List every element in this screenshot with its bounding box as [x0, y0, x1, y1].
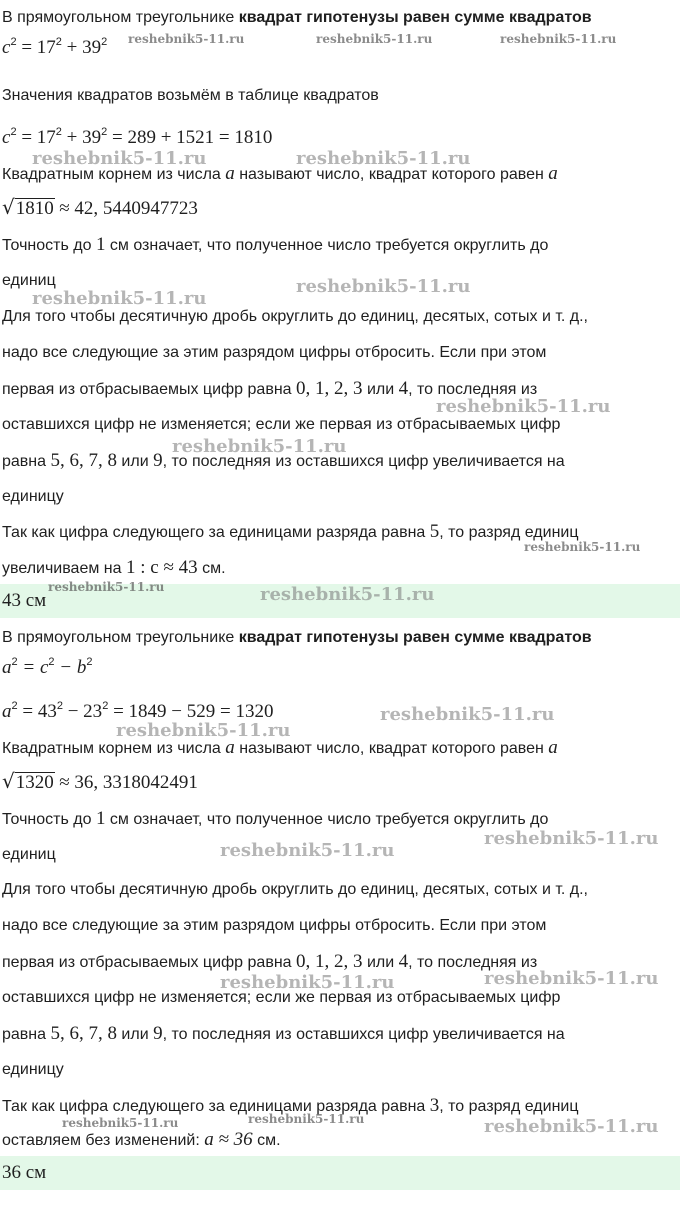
formula-4: $a^2 = 43^2 - 23^2 = 1849 - 529 = 1320$	[2, 700, 274, 722]
conclusion-line-b2: оставляем без изменений: a ≈ 36 см.	[2, 1129, 281, 1150]
precision-line-b2: единиц	[2, 846, 56, 863]
watermark: reshebnik5-11.ru	[296, 276, 471, 297]
formula-1: $c^2 = 17^2 + 39^2$	[2, 36, 108, 58]
conclusion-line-2: увеличиваем на 1 : c ≈ 43 см.	[2, 557, 226, 578]
watermark: reshebnik5-11.ru	[32, 288, 207, 309]
sqrt-definition: Квадратным корнем из числа a называют число, квадрат которого равен a	[2, 163, 558, 184]
rule-line-5: равна 5, 6, 7, 8 или 9, то последняя из оставшихся цифр увеличивается на	[2, 450, 565, 471]
rule-line-b2: надо все следующие за этим разрядом цифры отбросить. Если при этом	[2, 917, 547, 934]
watermark: reshebnik5-11.ru	[48, 580, 165, 594]
watermark: reshebnik5-11.ru	[316, 32, 433, 46]
sqrt-result-2: √1320 ≈ 36, 3318042491	[2, 769, 198, 793]
watermark: reshebnik5-11.ru	[128, 32, 245, 46]
intro-bold-2: квадрат гипотенузы равен сумме квадратов	[238, 629, 592, 646]
watermark: reshebnik5-11.ru	[296, 148, 471, 169]
rule-line-b1: Для того чтобы десятичную дробь округлить до единиц, десятых, сотых и т. д.,	[2, 881, 588, 898]
formula-2: $c^2 = 17^2 + 39^2 = 289 + 1521 = 1810$	[2, 126, 273, 148]
watermark: reshebnik5-11.ru	[172, 436, 347, 457]
sqrt-definition-2: Квадратным корнем из числа a называют число, квадрат которого равен a	[2, 737, 558, 758]
rule-line-b4: оставшихся цифр не изменяется; если же первая из отбрасываемых цифр	[2, 989, 561, 1006]
table-note: Значения квадратов возьмём в таблице квадратов	[2, 87, 379, 104]
answer-box-1: 43 см	[0, 584, 680, 618]
watermark: reshebnik5-11.ru	[116, 720, 291, 741]
rule-line-3: первая из отбрасываемых цифр равна 0, 1, 2, 3 или 4, то последняя из	[2, 378, 538, 399]
watermark: reshebnik5-11.ru	[220, 972, 395, 993]
formula-3: $a^2 = c^2 - b^2$	[2, 656, 93, 678]
watermark: reshebnik5-11.ru	[500, 32, 617, 46]
watermark: reshebnik5-11.ru	[220, 840, 395, 861]
watermark: reshebnik5-11.ru	[484, 1116, 659, 1137]
sqrt-result: √1810 ≈ 42, 5440947723	[2, 195, 198, 219]
rule-line-2: надо все следующие за этим разрядом цифры отбросить. Если при этом	[2, 344, 547, 361]
watermark: reshebnik5-11.ru	[484, 968, 659, 989]
intro-line-2: В прямоугольном треугольнике квадрат гипотенузы равен сумме квадратов	[2, 629, 592, 646]
rule-line-b6: единицу	[2, 1061, 64, 1078]
watermark: reshebnik5-11.ru	[380, 704, 555, 725]
intro-line-1: В прямоугольном треугольнике квадрат гипотенузы равен сумме квадратов	[2, 9, 592, 26]
watermark: reshebnik5-11.ru	[436, 396, 611, 417]
intro-bold: квадрат гипотенузы равен сумме квадратов	[238, 9, 592, 26]
rule-line-b5: равна 5, 6, 7, 8 или 9, то последняя из оставшихся цифр увеличивается на	[2, 1023, 565, 1044]
precision-line-2: единиц	[2, 272, 56, 289]
rule-line-4: оставшихся цифр не изменяется; если же первая из отбрасываемых цифр	[2, 416, 561, 433]
watermark: reshebnik5-11.ru	[248, 1112, 365, 1126]
rule-line-1: Для того чтобы десятичную дробь округлить до единиц, десятых, сотых и т. д.,	[2, 308, 588, 325]
rule-line-6: единицу	[2, 488, 64, 505]
watermark: reshebnik5-11.ru	[524, 540, 641, 554]
answer-box-2: 36 см	[0, 1156, 680, 1190]
conclusion-line-1: Так как цифра следующего за единицами разряда равна 5, то разряд единиц	[2, 521, 579, 542]
watermark: reshebnik5-11.ru	[62, 1116, 179, 1130]
watermark: reshebnik5-11.ru	[32, 148, 207, 169]
precision-line-b: Точность до 1 см означает, что полученное число требуется округлить до	[2, 808, 549, 829]
watermark: reshebnik5-11.ru	[260, 584, 435, 605]
rule-line-b3: первая из отбрасываемых цифр равна 0, 1, 2, 3 или 4, то последняя из	[2, 951, 538, 972]
precision-line: Точность до 1 см означает, что полученное число требуется округлить до	[2, 234, 549, 255]
conclusion-line-b1: Так как цифра следующего за единицами разряда равна 3, то разряд единиц	[2, 1095, 579, 1116]
watermark: reshebnik5-11.ru	[484, 828, 659, 849]
